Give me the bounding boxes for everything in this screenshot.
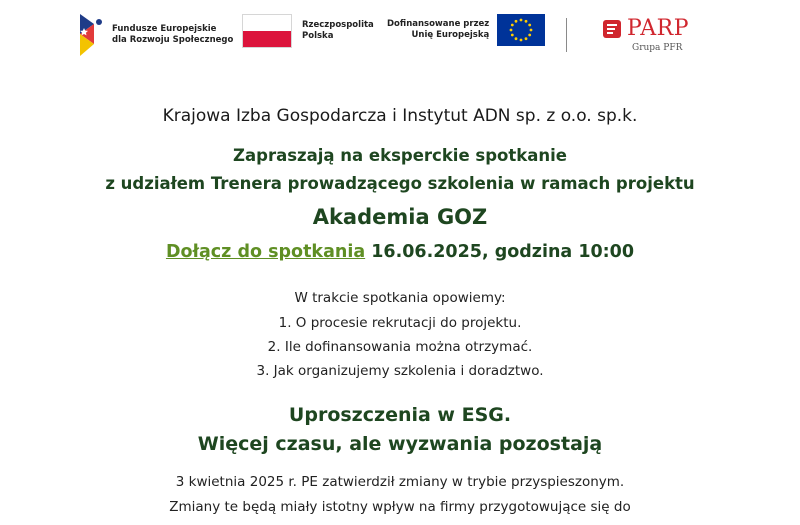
rp-logo-line2: Polska <box>302 31 334 41</box>
fe-flag-icon <box>80 14 104 56</box>
eu-flag-icon <box>497 14 545 46</box>
paragraph-line-1: 3 kwietnia 2025 r. PE zatwierdził zmiany w trybie przyspieszonym. <box>175 474 625 490</box>
parp-subtitle: Grupa PFR <box>632 43 683 53</box>
list-item: 1. O procesie rekrutacji do projektu. <box>278 315 522 331</box>
parp-logo <box>603 18 689 40</box>
eu-logo-line1: Dofinansowane przez <box>387 19 490 29</box>
esg-heading-2: Więcej czasu, ale wyzwania pozostają <box>197 433 603 455</box>
join-line <box>0 242 800 262</box>
fe-logo-line2: dla Rozwoju Społecznego <box>112 35 234 45</box>
fe-logo <box>80 14 233 56</box>
list-item: 3. Jak organizujemy szkolenia i doradztwo. <box>256 363 544 379</box>
list-intro: W trakcie spotkania opowiemy: <box>294 290 506 306</box>
organizer: Krajowa Izba Gospodarcza i Instytut ADN sp. z o.o. sp.k. <box>162 106 638 126</box>
parp-wordmark: PARP <box>627 16 690 41</box>
join-meeting-link[interactable]: Dołącz do spotkania <box>165 242 366 262</box>
logo-divider <box>566 18 567 52</box>
logo-bar <box>0 0 800 70</box>
eu-logo-line2: Unię Europejską <box>411 30 490 40</box>
polish-flag-icon <box>242 14 292 48</box>
rp-logo <box>242 14 374 48</box>
project-title: Akademia GOZ <box>312 205 488 229</box>
list-item: 2. Ile dofinansowania można otrzymać. <box>267 339 533 355</box>
meeting-date: 16.06.2025, godzina 10:00 <box>365 242 635 262</box>
fe-logo-line1: Fundusze Europejskie <box>112 24 217 34</box>
eu-logo <box>387 14 545 46</box>
invite-line-1: Zapraszają na eksperckie spotkanie <box>233 146 567 165</box>
rp-logo-line1: Rzeczpospolita <box>302 20 374 30</box>
invite-line-2: z udziałem Trenera prowadzącego szkolenia w ramach projektu <box>105 174 695 193</box>
paragraph-line-2: Zmiany te będą miały istotny wpływ na firmy przygotowujące się do <box>169 499 631 515</box>
esg-heading-1: Uproszczenia w ESG. <box>288 404 512 426</box>
parp-icon <box>603 20 621 38</box>
